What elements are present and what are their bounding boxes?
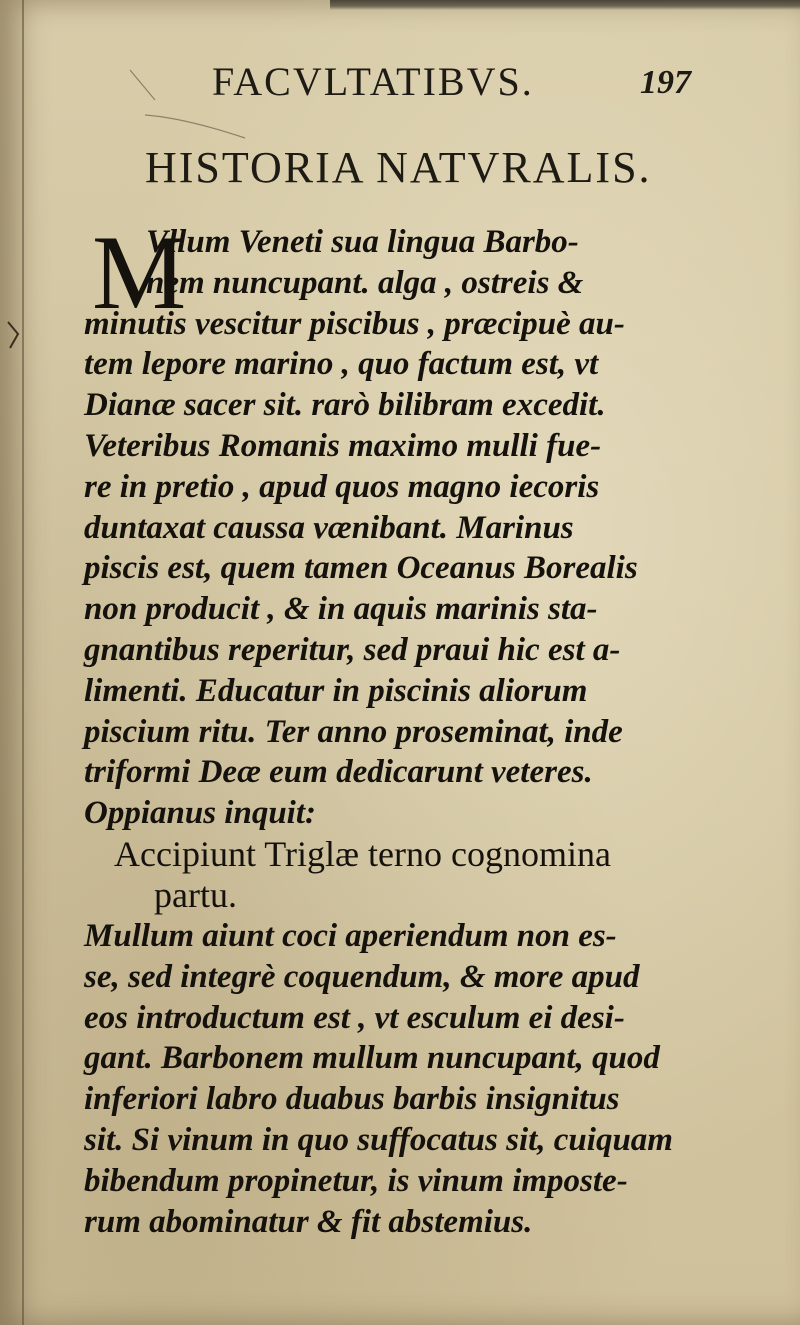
text-line: se, sed integrè coquendum, & more apud xyxy=(84,958,640,995)
page-top-edge xyxy=(330,0,800,10)
page-number: 197 xyxy=(640,64,691,101)
text-line: rum abominatur & fit abstemius. xyxy=(84,1203,533,1240)
text-line: minutis vescitur piscibus , præcipuè au- xyxy=(84,305,625,342)
text-line: sit. Si vinum in quo suffocatus sit, cuiquam xyxy=(84,1121,673,1158)
text-line: piscium ritu. Ter anno proseminat, inde xyxy=(84,713,623,750)
text-line: triformi Deæ eum dedicarunt veteres. xyxy=(84,754,593,791)
text-line: Mullum aiunt coci aperiendum non es- xyxy=(84,917,617,954)
text-line: non producit , & in aquis marinis sta- xyxy=(84,591,598,628)
text-line: Vllum Veneti sua lingua Barbo- xyxy=(146,224,579,260)
verse-line: Accipiunt Triglæ terno cognomina xyxy=(114,833,611,874)
running-head xyxy=(0,58,800,108)
body-text xyxy=(84,214,724,1242)
verse-line: partu. xyxy=(154,874,237,915)
text-line: piscis est, quem tamen Oceanus Borealis xyxy=(84,550,638,587)
text-line: Oppianus inquit: xyxy=(84,795,316,832)
text-line: eos introductum est , vt esculum ei desi- xyxy=(84,999,625,1036)
text-line: limenti. Educatur in piscinis aliorum xyxy=(84,672,588,709)
text-line: nem nuncupant. alga , ostreis & xyxy=(146,264,584,301)
section-heading: HISTORIA NATVRALIS. xyxy=(145,143,652,192)
binding-gutter xyxy=(22,0,24,1325)
text-line: Veteribus Romanis maximo mulli fue- xyxy=(84,427,602,464)
text-line: Dianæ sacer sit. rarò bilibram excedit. xyxy=(84,387,606,424)
running-title: FACVLTATIBVS. xyxy=(212,59,534,104)
text-line: inferiori labro duabus barbis insignitus xyxy=(84,1081,620,1118)
drop-cap: M xyxy=(92,214,187,331)
margin-pointer-mark xyxy=(4,320,26,350)
text-line: bibendum propinetur, is vinum imposte- xyxy=(84,1162,628,1199)
text-line: gant. Barbonem mullum nuncupant, quod xyxy=(84,1040,660,1077)
text-line: gnantibus reperitur, sed praui hic est a- xyxy=(84,631,621,668)
text-line: duntaxat caussa vænibant. Marinus xyxy=(84,509,574,546)
text-line: tem lepore marino , quo factum est, vt xyxy=(84,346,599,383)
text-line: re in pretio , apud quos magno iecoris xyxy=(84,468,600,505)
